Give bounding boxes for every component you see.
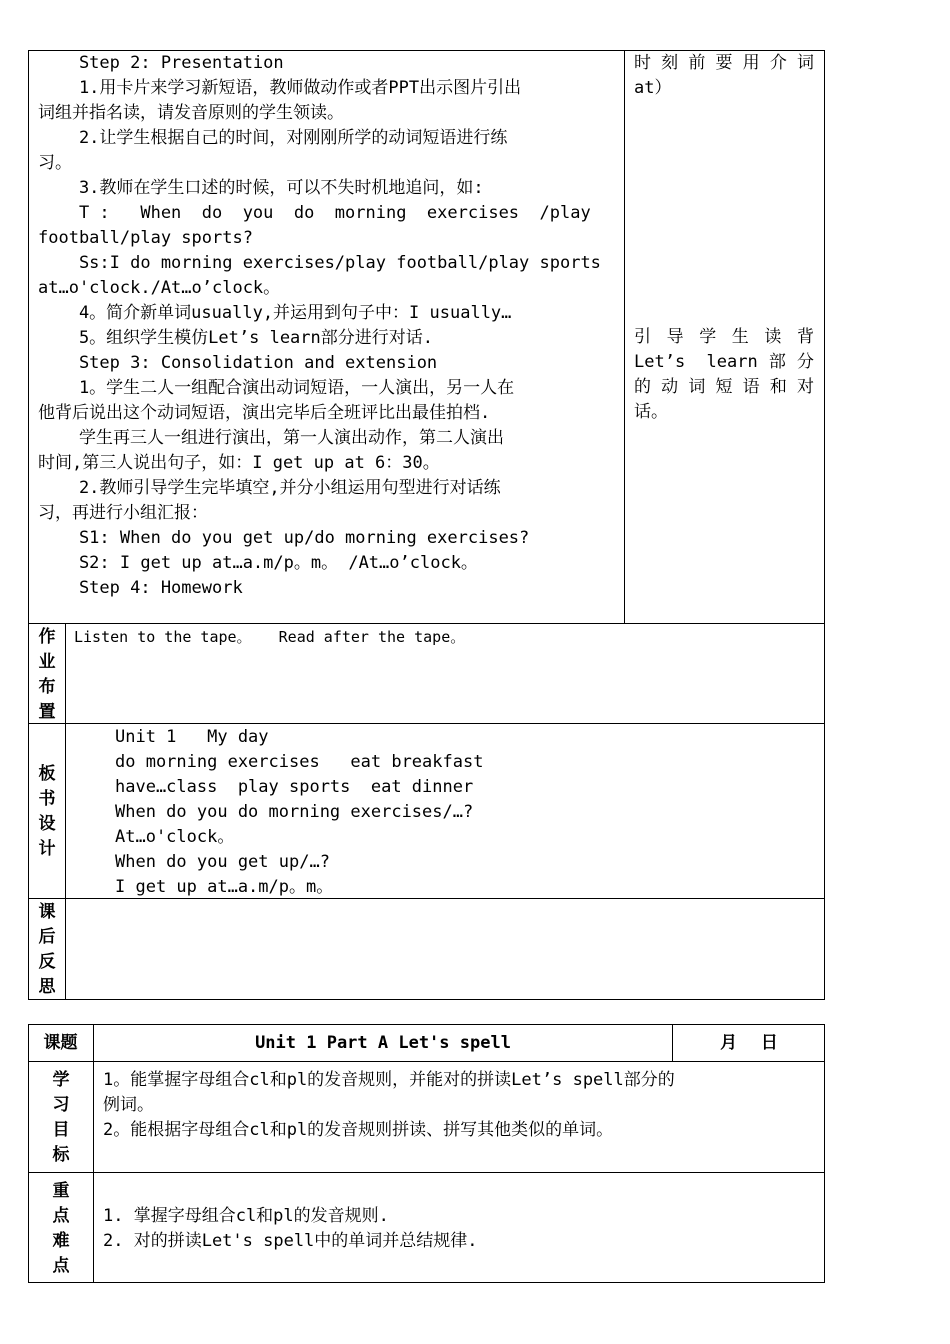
table2-label-column-divider: [93, 1024, 94, 1283]
process-line: S1: When do you get up/do morning exercises?: [38, 528, 530, 548]
board-line: do morning exercises eat breakfast: [115, 752, 484, 772]
process-line: 他背后说出这个动词短语，演出完毕后全班评比出最佳拍档.: [38, 403, 491, 423]
topic-label: 课题: [43, 1033, 78, 1053]
process-line: 学生再三人一组进行演出，第一人演出动作，第二人演出: [38, 428, 504, 448]
note-mid-line4: 话。: [634, 402, 668, 422]
goal-line: 例词。: [103, 1095, 154, 1115]
goal-line: 1。能掌握字母组合cl和pl的发音规则，并能对的拼读Let’s spell部分的: [103, 1070, 675, 1090]
lesson-title: Unit 1 Part A Let's spell: [255, 1033, 511, 1053]
process-line: football/play sports?: [38, 228, 253, 248]
note-top-line2: at）: [634, 78, 672, 98]
homework-text: Listen to the tape。 Read after the tape。: [74, 628, 466, 646]
board-line: When do you do morning exercises/…?: [115, 802, 474, 822]
key-point-line: 2. 对的拼读Let's spell中的单词并总结规律.: [103, 1231, 478, 1251]
process-line: 习。: [38, 153, 72, 173]
table1-divider-notes: [624, 50, 625, 624]
board-line: At…o'clock。: [115, 827, 235, 847]
process-line: at…o'clock./At…o’clock。: [38, 278, 281, 298]
table1-label-column-divider: [65, 623, 66, 1000]
process-line: 3.教师在学生口述的时候，可以不失时机地追问，如:: [38, 178, 484, 198]
board-line: When do you get up/…?: [115, 852, 330, 872]
process-line: 5。组织学生模仿Let’s learn部分进行对话.: [38, 328, 433, 348]
date-field: 月 日: [720, 1033, 778, 1053]
process-line: T : When do you do morning exercises /play: [38, 203, 591, 223]
table2-divider-keypoints: [28, 1172, 825, 1173]
note-mid-line3: 的动词短语和对: [634, 377, 814, 397]
note-mid-line1: 引导学生读背: [634, 327, 814, 347]
key-point-line: 1. 掌握字母组合cl和pl的发音规则.: [103, 1206, 389, 1226]
process-line: 1.用卡片来学习新短语，教师做动作或者PPT出示图片引出: [38, 78, 522, 98]
table1-divider-board: [28, 723, 825, 724]
process-line: Step 2: Presentation: [38, 53, 284, 73]
process-line: Ss:I do morning exercises/play football/play sports: [38, 253, 601, 273]
board-line: Unit 1 My day: [115, 727, 269, 747]
process-line: S2: I get up at…a.m/p。m。 /At…o’clock。: [38, 553, 478, 573]
process-line: 时间,第三人说出句子，如：I get up at 6：30。: [38, 453, 440, 473]
process-line: 词组并指名读，请发音原则的学生领读。: [38, 103, 344, 123]
table1-divider-homework: [28, 623, 825, 624]
process-line: 2.让学生根据自己的时间，对刚刚所学的动词短语进行练: [38, 128, 508, 148]
goal-line: 2。能根据字母组合cl和pl的发音规则拼读、拼写其他类似的单词。: [103, 1120, 614, 1140]
board-line: I get up at…a.m/p。m。: [115, 877, 334, 897]
table2-divider-goals: [28, 1061, 825, 1062]
note-mid-line2: Let’s learn部分: [634, 352, 814, 372]
board-line: have…class play sports eat dinner: [115, 777, 474, 797]
process-line: 1。学生二人一组配合演出动词短语，一人演出，另一人在: [38, 378, 515, 398]
process-line: Step 4: Homework: [38, 578, 243, 598]
process-line: 习，再进行小组汇报：: [38, 503, 208, 523]
note-top-line1: 时刻前要用介词: [634, 53, 814, 73]
process-line: 2.教师引导学生完毕填空,并分小组运用句型进行对话练: [38, 478, 501, 498]
process-line: 4。简介新单词usually,并运用到句子中：I usually…: [38, 303, 512, 323]
process-line: Step 3: Consolidation and extension: [38, 353, 438, 373]
